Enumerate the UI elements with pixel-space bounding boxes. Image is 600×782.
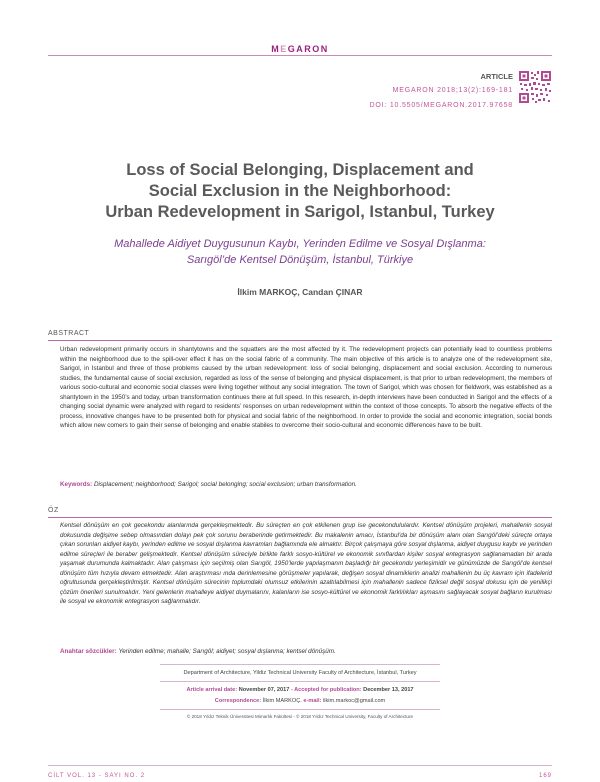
email-label: e-mail: xyxy=(303,698,322,704)
volume-issue: CİLT VOL. 13 - SAYI NO. 2 xyxy=(48,773,146,779)
received-date: November 07, 2017 xyxy=(238,687,290,693)
keywords-text: Yerinden edilme; mahalle; Sarıgöl; aidiyet; sosyal dışlanma; kentsel dönüşüm. xyxy=(118,648,336,655)
title-line: Urban Redevelopment in Sarigol, Istanbul, Turkey xyxy=(105,203,495,221)
keywords-label: Anahtar sözcükler: xyxy=(60,648,117,655)
brand-mark: E xyxy=(280,44,288,54)
email-link[interactable]: ilkim.markoc@gmail.com xyxy=(322,698,386,704)
article-title xyxy=(70,160,530,223)
article-type-label: ARTICLE xyxy=(480,72,513,81)
copyright-notice: © 2018 Yıldız Teknik Üniversitesi Mimarlık Fakültesi - © 2018 Yıldız Technical University, Faculty of Architecture xyxy=(186,714,414,719)
accepted-date: December 13, 2017 xyxy=(363,687,414,693)
info-divider xyxy=(160,664,440,665)
abstract-keywords xyxy=(60,480,552,489)
author-list: İlkim MARKOÇ, Candan ÇINAR xyxy=(237,287,363,297)
correspondence-label: Correspondence: xyxy=(214,698,262,704)
journal-brand: MEGARON xyxy=(271,44,329,54)
subtitle-line: Sarıgöl’de Kentsel Dönüşüm, İstanbul, Türkiye xyxy=(186,254,414,266)
correspondence-name: İlkim MARKOÇ. xyxy=(262,698,302,704)
title-line: Social Exclusion in the Neighborhood: xyxy=(148,182,452,200)
abstract-text: Urban redevelopment primarily occurs in shantytowns and the squatters are the most affected by it. The redevelopment projects can potentially lead to countless problems within the neighborhood due to the spill-over effect it has on the social fabric of a community. The main objective of this article is to analyze one of the redevelopment site, Sarigol, in Istanbul and three of those problems caused by the urban redevelopment: loss of social belonging, displacement and social exclusion. According to numerous studies, the fundamental cause of social exclusion, regarded as loss of the sense of belonging and physical displacement, is that prior to urban redevelopment, the members of various socio-cultural and economic social classes were living together without any social integration. The town of Sarigol, which was chosen for fieldwork, was established as a shantytown in the 1950’s and today, urban transformation continues there at full speed. In this research, in-depth interviews have been conducted in Sarigol and the effects of a changing social dynamic were analyzed with regard to residents’ responses on urban redevelopment within the context of those concepts. To absorb the negative effects of the process, innovative changes have to be presented both for physical and social fabric of the neighborhood. In order to provide the social and economic integration, social bonds which allow new comers to gain their sense of belonging and enable stabiles to overcome their socio-cultural and economic differences have to be built. xyxy=(60,346,552,429)
info-divider xyxy=(160,681,440,682)
author-affiliation: Department of Architecture, Yildiz Technical University Faculty of Architecture, İstanbul, Turkey xyxy=(183,670,417,676)
correspondence xyxy=(0,698,600,704)
subtitle-line: Mahallede Aidiyet Duygusunun Kaybı, Yerinden Edilme ve Sosyal Dışlanma: xyxy=(114,238,486,250)
page-number: 169 xyxy=(538,773,552,779)
keywords-label: Keywords: xyxy=(60,481,93,488)
qr-code-icon xyxy=(518,70,552,104)
title-line: Loss of Social Belonging, Displacement and xyxy=(126,161,474,179)
abstract-divider xyxy=(48,340,552,341)
journal-reference: MEGARON 2018;13(2):169-181 xyxy=(392,87,513,94)
oz-heading: ÖZ xyxy=(48,507,59,514)
doi-link[interactable]: DOI: 10.5505/MEGARON.2017.97658 xyxy=(369,102,513,109)
keywords-text: Displacement; neighborhood; Sarigol; social belonging; social exclusion; urban transformation. xyxy=(93,481,357,488)
accepted-label: - Accepted for publication: xyxy=(290,687,362,693)
footer-divider xyxy=(48,765,552,766)
oz-keywords xyxy=(60,647,552,656)
turkish-title xyxy=(70,236,530,268)
oz-text: Kentsel dönüşüm en çok gecekondu alanlarında gerçekleşmektedir. Bu süreçten en çok etkilenen grup ise gecekondululardır. Kentsel dönüşüm projeleri, mahallenin sosyal dokusunda değişime sebep olmasından dolayı pek çok sorunu beraberinde getirmektedir. Bu makalenin amacı, İstanbul’da bir dönüşüm alanı olan Sarıgöl’deki süreçte ortaya çıkan sorunları aidiyet kaybı, yerinden edilme ve sosyal dışlanma kavramları bağlamında ele almaktır. Birçok çalışmaya göre sosyal dışlanma, aidiyet duygusu kaybı ve yerinden edilme süreçleri ile beraber gelişmektedir. Kentsel dönüşüm süreciyle birlikte farklı sosyo-kültürel ve ekonomik sınıflardan kişiler sosyal entegrasyon sağlanamadan bir arada yaşamak durumunda kalmaktadır. Alan çalışması için seçilmiş olan Sarıgöl, 1950’lerde yapılaşmanın başladığı bir gecekondu yerleşimidir ve günümüzde de Sarıgöl’de kentsel dönüşüm tüm hızıyla devam etmektedir. Alan araştırması ında derinlemesine görüşmeler yapılarak, değişen sosyal dinamiklerin analizi mahallenin bu üç kavram için ifadelerid oğrultusunda gerçekleştirilmiştir. Kentsel dönüşüm sürecinin toplumdaki olumsuz etkilerinin azaltılabilmesi için mahallenin sadece fiziksel değil sosyal dokusu için de yenilikçi çözüm önerileri sunulmalıdır. Yeni gelenlerin mahalleye aidiyet duymalarını, kalanların ise sosyo-kültürel ve ekonomik farklılıkları aşmasını sağlayacak sosyal bağların kurulması ile sosyal ve ekonomik entegrasyon sağlanmalıdır. xyxy=(60,522,552,605)
abstract-heading: ABSTRACT xyxy=(48,330,90,337)
oz-divider xyxy=(48,517,552,518)
received-label: Article arrival date: xyxy=(186,687,238,693)
header-divider xyxy=(48,55,552,56)
article-dates xyxy=(0,687,600,693)
info-divider xyxy=(160,709,440,710)
